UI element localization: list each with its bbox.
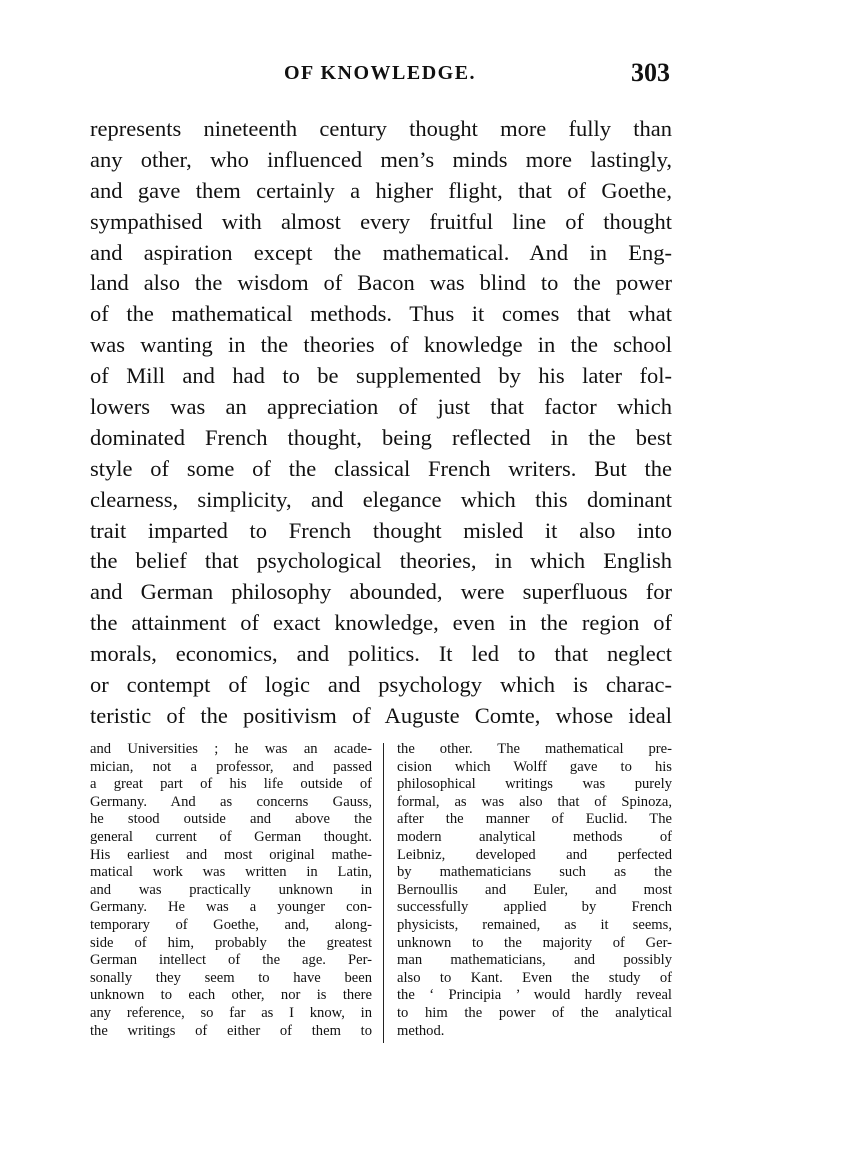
text-line: and aspiration except the mathematical. And in Eng- xyxy=(90,239,672,265)
text-line: and German philosophy abounded, were superfluous for xyxy=(90,579,672,605)
text-line: the belief that psychological theories, in which English xyxy=(90,548,672,574)
footnote-line: and Universities ; he was an acade- xyxy=(90,741,372,757)
footnote-line: the ‘ Principia ’ would hardly reveal xyxy=(397,987,672,1004)
footnote-line: method. xyxy=(397,1022,445,1039)
footnote-line: general current of German thought. xyxy=(90,828,372,845)
footnote-line: sonally they seem to have been xyxy=(90,969,372,986)
footnote-line: unknown to each other, nor is there xyxy=(90,987,372,1004)
footnote-line: by mathematicians such as the xyxy=(397,864,672,881)
text-line: style of some of the classical French writers. But the xyxy=(90,455,672,481)
footnote-line: German intellect of the age. Per- xyxy=(90,952,372,969)
footnote-line: mician, not a professor, and passed xyxy=(90,758,372,775)
footnote-line: after the manner of Euclid. The xyxy=(397,811,672,828)
footnote-line: cision which Wolff gave to his xyxy=(397,758,672,775)
text-line: dominated French thought, being reflected in the best xyxy=(90,424,672,450)
running-head-title: OF KNOWLEDGE. xyxy=(283,62,477,84)
text-line: lowers was an appreciation of just that factor which xyxy=(90,394,672,420)
main-text xyxy=(90,114,672,732)
footnote-line: matical work was written in Latin, xyxy=(90,864,372,881)
footnote-line: a great part of his life outside of xyxy=(90,776,372,793)
footnote-line: the writings of either of them to xyxy=(90,1022,372,1039)
footnote-line: side of him, probably the greatest xyxy=(90,934,372,951)
running-head xyxy=(90,58,670,92)
text-line: of Mill and had to be supplemented by his later fol- xyxy=(90,363,672,389)
text-line: land also the wisdom of Bacon was blind to the power xyxy=(90,270,672,296)
footnote-column-left xyxy=(90,741,372,1040)
footnote-column-right xyxy=(397,741,672,1040)
text-line: trait imparted to French thought misled it also into xyxy=(90,517,672,543)
footnote-line: formal, as was also that of Spinoza, xyxy=(397,793,672,810)
text-line: of the mathematical methods. Thus it comes that what xyxy=(90,301,672,327)
footnote-column-divider xyxy=(383,743,384,1043)
footnote-line: and was practically unknown in xyxy=(90,881,372,898)
footnote-line: the other. The mathematical pre- xyxy=(397,741,672,757)
footnote-line: philosophical writings was purely xyxy=(397,776,672,793)
footnote-line: he stood outside and above the xyxy=(90,811,372,828)
text-line: the attainment of exact knowledge, even in the region of xyxy=(90,610,672,636)
footnote-line: modern analytical methods of xyxy=(397,828,672,845)
page-number: 303 xyxy=(631,58,670,87)
text-line: represents nineteenth century thought more fully than xyxy=(90,116,672,141)
footnote-line: temporary of Goethe, and, along- xyxy=(90,916,372,933)
footnotes xyxy=(90,741,672,1051)
footnote-line: to him the power of the analytical xyxy=(397,1004,672,1021)
footnote-line: His earliest and most original mathe- xyxy=(90,846,372,863)
footnote-line: physicists, remained, as it seems, xyxy=(397,916,672,933)
text-line: any other, who influenced men’s minds more lastingly, xyxy=(90,146,672,172)
footnote-line: unknown to the majority of Ger- xyxy=(397,934,672,951)
text-line: morals, economics, and politics. It led to that neglect xyxy=(90,641,672,667)
text-line: teristic of the positivism of Auguste Comte, whose ideal xyxy=(90,702,672,728)
text-line: clearness, simplicity, and elegance which this dominant xyxy=(90,486,672,512)
footnote-line: man mathematicians, and possibly xyxy=(397,952,672,969)
text-line: sympathised with almost every fruitful line of thought xyxy=(90,208,672,234)
footnote-line: also to Kant. Even the study of xyxy=(397,969,672,986)
text-line: or contempt of logic and psychology which is charac- xyxy=(90,672,672,698)
footnote-line: any reference, so far as I know, in xyxy=(90,1004,372,1021)
text-line: and gave them certainly a higher flight, that of Goethe, xyxy=(90,177,672,203)
footnote-line: Germany. He was a younger con- xyxy=(90,899,372,916)
text-line: was wanting in the theories of knowledge in the school xyxy=(90,332,672,358)
footnote-line: Leibniz, developed and perfected xyxy=(397,846,672,863)
footnote-line: successfully applied by French xyxy=(397,899,672,916)
footnote-line: Germany. And as concerns Gauss, xyxy=(90,793,372,810)
footnote-line: Bernoullis and Euler, and most xyxy=(397,881,672,898)
